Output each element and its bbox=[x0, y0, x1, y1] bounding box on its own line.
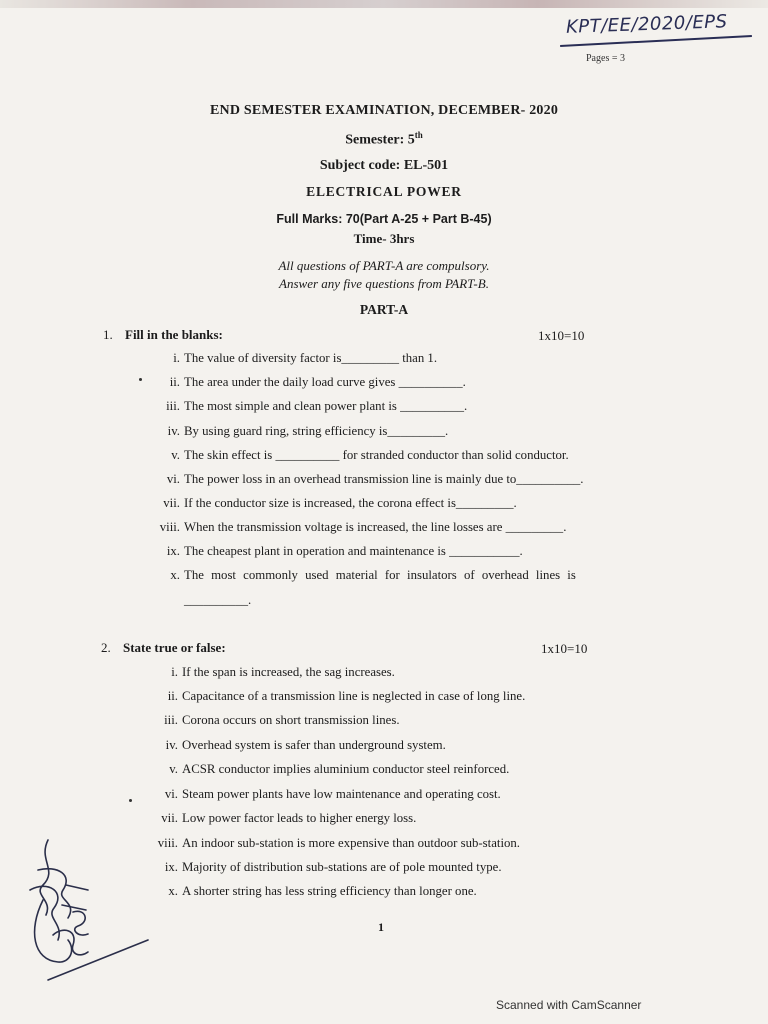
item-text: The most simple and clean power plant is __________. bbox=[184, 399, 468, 413]
item-text: The skin effect is __________ for stranded conductor than solid conductor. bbox=[184, 448, 569, 462]
question-1-label: Fill in the blanks: bbox=[125, 327, 223, 342]
item-text: The cheapest plant in operation and maintenance is ___________. bbox=[184, 544, 523, 558]
page-number: 1 bbox=[378, 920, 384, 934]
item-x-continuation: __________. bbox=[184, 593, 252, 607]
item-text: By using guard ring, string efficiency is_________. bbox=[184, 424, 449, 438]
question-1-marks: 1x10=10 bbox=[538, 328, 585, 343]
item-text: A shorter string has less string efficiency than longer one. bbox=[182, 884, 477, 898]
exam-title: END SEMESTER EXAMINATION, DECEMBER- 2020 bbox=[209, 103, 559, 118]
item-text: Overhead system is safer than underground system. bbox=[182, 738, 446, 752]
scan-speck bbox=[129, 799, 132, 802]
item-number: vi. bbox=[166, 472, 180, 486]
item-number: iv. bbox=[167, 424, 180, 438]
course-name: ELECTRICAL POWER bbox=[306, 184, 462, 199]
item-text: Steam power plants have low maintenance and operating cost. bbox=[182, 787, 501, 801]
item-text: Corona occurs on short transmission lines. bbox=[182, 713, 400, 727]
item-number: ix. bbox=[166, 544, 180, 558]
item-text: The power loss in an overhead transmission line is mainly due to__________. bbox=[184, 472, 584, 486]
item-number: viii. bbox=[157, 836, 178, 850]
item-number: i. bbox=[173, 351, 180, 365]
item-number: vi. bbox=[164, 787, 178, 801]
item-number: vii. bbox=[161, 811, 178, 825]
question-2-label: State true or false: bbox=[123, 640, 226, 655]
item-text: Low power factor leads to higher energy loss. bbox=[182, 811, 417, 825]
exam-time: Time- 3hrs bbox=[353, 231, 415, 246]
item-text: If the conductor size is increased, the corona effect is_________. bbox=[184, 496, 517, 510]
reference-code-handwritten: KPT/EE/2020/EPS bbox=[565, 11, 728, 38]
item-text: If the span is increased, the sag increases. bbox=[182, 665, 395, 679]
part-heading: PART-A bbox=[359, 302, 409, 317]
scan-speck bbox=[139, 378, 142, 381]
item-number: v. bbox=[169, 762, 178, 776]
item-text: Capacitance of a transmission line is neglected in case of long line. bbox=[182, 689, 526, 703]
signature-scribble bbox=[18, 830, 168, 990]
instruction-part-a: All questions of PART-A are compulsory. bbox=[278, 258, 490, 273]
question-1-number: 1. bbox=[103, 327, 113, 342]
question-2-marks: 1x10=10 bbox=[541, 641, 588, 656]
scanner-watermark: Scanned with CamScanner bbox=[496, 998, 642, 1012]
question-2-number: 2. bbox=[101, 640, 111, 655]
item-number: x. bbox=[170, 568, 180, 582]
item-number: v. bbox=[171, 448, 180, 462]
page-top-edge bbox=[0, 0, 768, 8]
semester bbox=[0, 130, 768, 149]
item-text: When the transmission voltage is increased, the line losses are _________. bbox=[184, 520, 567, 534]
item-text: The most commonly used material for insulators of overhead lines is bbox=[184, 568, 576, 582]
semester-text: Semester: 5 bbox=[345, 132, 415, 148]
item-number: x. bbox=[168, 884, 178, 898]
item-text: ACSR conductor implies aluminium conductor steel reinforced. bbox=[182, 762, 510, 776]
item-number: iii. bbox=[164, 713, 178, 727]
item-number: ii. bbox=[167, 689, 178, 703]
item-text: An indoor sub-station is more expensive than outdoor sub-station. bbox=[182, 836, 521, 850]
item-number: iii. bbox=[166, 399, 180, 413]
item-number: i. bbox=[171, 665, 178, 679]
item-number: iv. bbox=[165, 738, 178, 752]
item-text: The value of diversity factor is_________ than 1. bbox=[184, 351, 438, 365]
item-number: ii. bbox=[169, 375, 180, 389]
subject-code: Subject code: EL-501 bbox=[319, 158, 449, 173]
item-text: Majority of distribution sub-stations are of pole mounted type. bbox=[182, 860, 502, 874]
item-text: The area under the daily load curve gives __________. bbox=[184, 375, 466, 389]
item-number: viii. bbox=[159, 520, 180, 534]
instruction-part-b: Answer any five questions from PART-B. bbox=[279, 276, 489, 291]
page-count: Pages = 3 bbox=[586, 53, 625, 64]
full-marks: Full Marks: 70(Part A-25 + Part B-45) bbox=[276, 212, 492, 226]
semester-suffix: th bbox=[414, 130, 423, 140]
item-number: vii. bbox=[163, 496, 180, 510]
item-number: ix. bbox=[164, 860, 178, 874]
